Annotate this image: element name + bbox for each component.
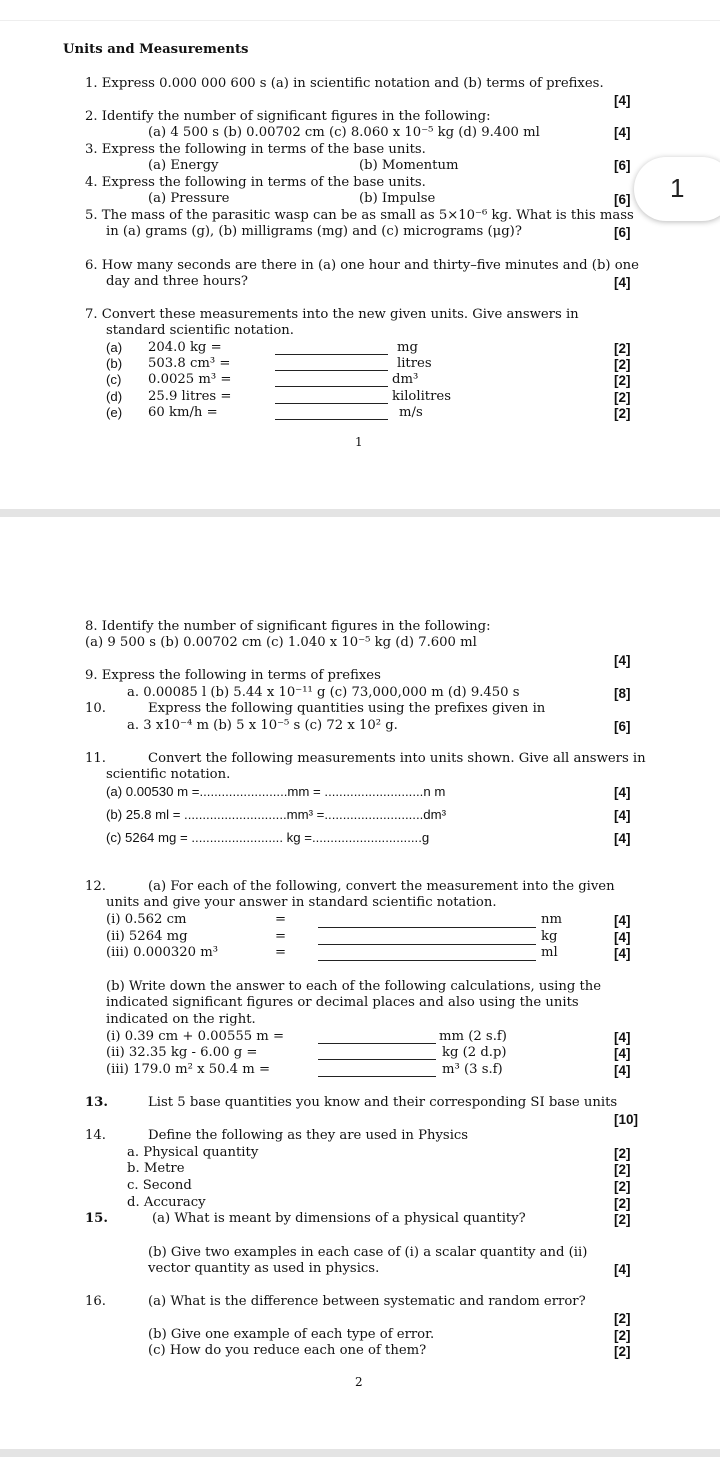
q14-mark: [2] xyxy=(614,1146,631,1161)
mark-q9: [8] xyxy=(614,686,631,701)
answer-line xyxy=(318,927,536,928)
row-value: (ii) 5264 mg xyxy=(106,929,188,944)
row-unit: kilolitres xyxy=(392,389,451,404)
row-mark: [2] xyxy=(614,357,631,372)
row-mark: [4] xyxy=(614,913,631,928)
row-unit: m³ (3 s.f) xyxy=(442,1062,503,1077)
question-7: 7. Convert these measurements into the new given units. Give answers in xyxy=(85,307,579,322)
question-4-b: (b) Impulse xyxy=(359,191,436,206)
row-unit: kg xyxy=(541,929,558,944)
page-number: 1 xyxy=(355,435,363,449)
row-label: (c) xyxy=(106,372,122,387)
answer-line xyxy=(318,1043,436,1044)
row-equals: = xyxy=(275,912,287,927)
question-16-number: 16. xyxy=(85,1294,106,1309)
question-9: 9. Express the following in terms of prefixes xyxy=(85,668,381,683)
question-10-number: 10. xyxy=(85,701,106,716)
question-8-parts: (a) 9 500 s (b) 0.00702 cm (c) 1.040 x 10⁻⁵ kg (d) 7.600 ml xyxy=(85,635,477,650)
page-title: Units and Measurements xyxy=(63,42,249,57)
question-11: Convert the following measurements into units shown. Give all answers in xyxy=(148,751,646,766)
question-7-line-2: standard scientific notation. xyxy=(106,323,294,338)
row-unit: ml xyxy=(541,945,558,960)
question-14: Define the following as they are used in Physics xyxy=(148,1128,469,1143)
mark-q3: [6] xyxy=(614,158,631,173)
mark-q1: [4] xyxy=(614,93,631,108)
row-mark: [4] xyxy=(614,946,631,961)
answer-line xyxy=(275,386,388,387)
mark-q10: [6] xyxy=(614,719,631,734)
mark-q6: [4] xyxy=(614,275,631,290)
mark-q16: [2] xyxy=(614,1311,631,1326)
question-11-line-2: scientific notation. xyxy=(106,767,231,782)
question-15b-line-2: vector quantity as used in physics. xyxy=(148,1261,380,1276)
question-6: 6. How many seconds are there in (a) one hour and thirty–five minutes and (b) one xyxy=(85,258,639,273)
answer-line xyxy=(275,354,388,355)
row-unit: kg (2 d.p) xyxy=(442,1045,507,1060)
row-label: (e) xyxy=(106,405,123,420)
mark-q16c: [2] xyxy=(614,1344,631,1359)
q14-item: b. Metre xyxy=(127,1161,185,1176)
question-11-number: 11. xyxy=(85,751,106,766)
question-16c: (c) How do you reduce each one of them? xyxy=(148,1343,427,1358)
mark-q8: [4] xyxy=(614,653,631,668)
mark-q15: [2] xyxy=(614,1212,631,1227)
q14-mark: [2] xyxy=(614,1162,631,1177)
row-value: 25.9 litres = xyxy=(148,389,232,404)
row-label: (a) xyxy=(106,340,123,355)
question-12: (a) For each of the following, convert the measurement into the given xyxy=(148,879,615,894)
row-mark: [4] xyxy=(614,1063,631,1078)
page-number: 2 xyxy=(355,1375,363,1389)
question-15-number: 15. xyxy=(85,1211,108,1226)
q11-row: (b) 25.8 ml = ............................mm³ =...........................dm³ xyxy=(106,807,447,822)
question-12-number: 12. xyxy=(85,879,106,894)
question-2: 2. Identify the number of significant figures in the following: xyxy=(85,109,491,124)
mark-q2: [4] xyxy=(614,125,631,140)
row-value: (i) 0.562 cm xyxy=(106,912,187,927)
question-13: List 5 base quantities you know and their corresponding SI base units xyxy=(148,1095,618,1110)
row-mark: [4] xyxy=(614,930,631,945)
row-equals: = xyxy=(275,929,287,944)
question-12-line-2: units and give your answer in standard scientific notation. xyxy=(106,895,497,910)
question-5-line-2: in (a) grams (g), (b) milligrams (mg) and (c) micrograms (μg)? xyxy=(106,224,522,239)
mark-q13: [10] xyxy=(614,1112,639,1127)
question-13-number: 13. xyxy=(85,1095,108,1110)
mark-q15b: [4] xyxy=(614,1262,631,1277)
question-15b: (b) Give two examples in each case of (i) a scalar quantity and (ii) xyxy=(148,1245,588,1260)
row-mark: [2] xyxy=(614,341,631,356)
question-3-b: (b) Momentum xyxy=(359,158,459,173)
row-unit: m/s xyxy=(399,405,423,420)
question-4: 4. Express the following in terms of the base units. xyxy=(85,175,426,190)
top-divider xyxy=(0,20,720,21)
row-value: (i) 0.39 cm + 0.00555 m = xyxy=(106,1029,285,1044)
row-equals: = xyxy=(275,945,287,960)
page-separator-bottom xyxy=(0,1449,720,1457)
answer-line xyxy=(318,1076,436,1077)
question-10: Express the following quantities using the prefixes given in xyxy=(148,701,546,716)
row-value: (ii) 32.35 kg - 6.00 g = xyxy=(106,1045,258,1060)
question-1: 1. Express 0.000 000 600 s (a) in scientific notation and (b) terms of prefixes. xyxy=(85,76,604,91)
question-4-a: (a) Pressure xyxy=(148,191,230,206)
question-12b: (b) Write down the answer to each of the following calculations, using the xyxy=(106,979,602,994)
row-mark: [4] xyxy=(614,1030,631,1045)
q11-mark: [4] xyxy=(614,831,631,846)
row-label: (d) xyxy=(106,389,123,404)
q11-row: (a) 0.00530 m =........................mm = ...........................n m xyxy=(106,784,446,799)
mark-q5: [6] xyxy=(614,225,631,240)
question-3-a: (a) Energy xyxy=(148,158,219,173)
q14-mark: [2] xyxy=(614,1179,631,1194)
page-indicator-bubble[interactable] xyxy=(634,157,720,221)
page-separator xyxy=(0,509,720,517)
question-10-parts: a. 3 x10⁻⁴ m (b) 5 x 10⁻⁵ s (c) 72 x 10² g. xyxy=(127,718,398,733)
answer-line xyxy=(318,960,536,961)
row-label: (b) xyxy=(106,356,123,371)
row-mark: [2] xyxy=(614,390,631,405)
row-unit: litres xyxy=(397,356,432,371)
row-mark: [4] xyxy=(614,1046,631,1061)
question-3: 3. Express the following in terms of the base units. xyxy=(85,142,426,157)
question-12b-line-2: indicated significant figures or decimal places and also using the units xyxy=(106,995,579,1010)
question-2-parts: (a) 4 500 s (b) 0.00702 cm (c) 8.060 x 10⁻⁵ kg (d) 9.400 ml xyxy=(148,125,540,140)
answer-line xyxy=(275,419,388,420)
row-value: 60 km/h = xyxy=(148,405,218,420)
q14-item: d. Accuracy xyxy=(127,1195,206,1210)
question-16: (a) What is the difference between systematic and random error? xyxy=(148,1294,586,1309)
row-unit: mg xyxy=(397,340,418,355)
answer-line xyxy=(275,370,388,371)
row-unit: nm xyxy=(541,912,562,927)
q11-row: (c) 5264 mg = ......................... kg =..............................g xyxy=(106,830,430,845)
question-6-line-2: day and three hours? xyxy=(106,274,248,289)
row-mark: [2] xyxy=(614,406,631,421)
answer-line xyxy=(318,1059,436,1060)
question-8: 8. Identify the number of significant figures in the following: xyxy=(85,619,491,634)
q11-mark: [4] xyxy=(614,785,631,800)
answer-line xyxy=(275,403,388,404)
row-value: (iii) 0.000320 m³ xyxy=(106,945,219,960)
question-5: 5. The mass of the parasitic wasp can be as small as 5×10⁻⁶ kg. What is this mass xyxy=(85,209,634,223)
row-value: 204.0 kg = xyxy=(148,340,222,355)
question-14-number: 14. xyxy=(85,1128,106,1143)
row-unit: dm³ xyxy=(392,372,419,387)
q14-mark: [2] xyxy=(614,1196,631,1211)
q14-item: c. Second xyxy=(127,1178,192,1193)
mark-q16b: [2] xyxy=(614,1328,631,1343)
q14-item: a. Physical quantity xyxy=(127,1145,259,1160)
q11-mark: [4] xyxy=(614,808,631,823)
row-value: 0.0025 m³ = xyxy=(148,372,232,387)
question-9-parts: a. 0.00085 l (b) 5.44 x 10⁻¹¹ g (c) 73,000,000 m (d) 9.450 s xyxy=(127,685,520,700)
row-mark: [2] xyxy=(614,373,631,388)
question-12b-line-3: indicated on the right. xyxy=(106,1012,256,1027)
row-value: (iii) 179.0 m² x 50.4 m = xyxy=(106,1062,270,1077)
row-value: 503.8 cm³ = xyxy=(148,356,231,371)
question-16b: (b) Give one example of each type of error. xyxy=(148,1327,435,1342)
page-indicator-label: 1 xyxy=(670,173,685,203)
question-15: (a) What is meant by dimensions of a physical quantity? xyxy=(152,1211,526,1226)
answer-line xyxy=(318,944,536,945)
row-unit: mm (2 s.f) xyxy=(439,1029,507,1044)
mark-q4: [6] xyxy=(614,192,631,207)
